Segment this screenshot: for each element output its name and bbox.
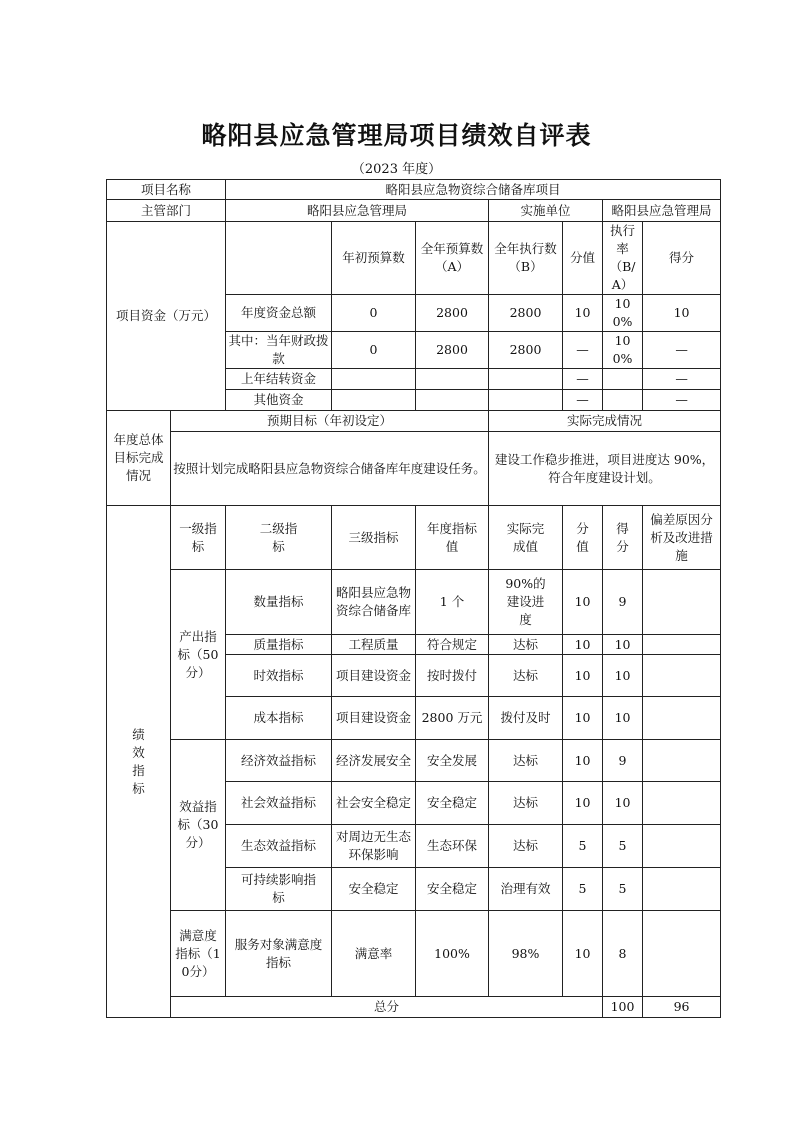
row-target: 符合规定 xyxy=(416,635,489,655)
group-satisfaction-label: 满意度指标（10分） xyxy=(171,911,226,997)
row-actual: 达标 xyxy=(489,825,563,868)
funds-row-annual xyxy=(416,390,489,411)
row-reason xyxy=(643,570,721,635)
perf-header-l3: 三级指标 xyxy=(332,506,416,570)
row-l2: 经济效益指标 xyxy=(226,740,332,782)
funds-row-score-value: — xyxy=(563,369,603,390)
funds-row-score-value: 10 xyxy=(563,295,603,332)
funds-row-initial: 0 xyxy=(332,332,416,369)
row-l3: 项目建设资金 xyxy=(332,655,416,697)
funds-row-executed: 2800 xyxy=(489,332,563,369)
row-score: 10 xyxy=(603,635,643,655)
funds-row-score-value: — xyxy=(563,332,603,369)
perf-header-score-value: 分值 xyxy=(563,506,603,570)
goals-actual-text: 建设工作稳步推进，项目进度达 90%，符合年度建设计划。 xyxy=(489,432,721,506)
total-score: 96 xyxy=(643,997,721,1018)
funds-row-annual: 2800 xyxy=(416,295,489,332)
row-l3: 安全稳定 xyxy=(332,868,416,911)
funds-row-name: 其他资金 xyxy=(226,390,332,411)
row-score: 8 xyxy=(603,911,643,997)
row-actual: 达标 xyxy=(489,655,563,697)
funds-row-initial xyxy=(332,369,416,390)
funds-row-score: — xyxy=(643,369,721,390)
row-l3: 社会安全稳定 xyxy=(332,782,416,825)
row-score-value: 10 xyxy=(563,655,603,697)
perf-header-actual: 实际完成值 xyxy=(489,506,563,570)
funds-header-score-value: 分值 xyxy=(563,222,603,295)
row-actual: 达标 xyxy=(489,635,563,655)
row-score-value: 10 xyxy=(563,782,603,825)
perf-header-l2: 二级指标 xyxy=(226,506,332,570)
project-name: 略阳县应急物资综合储备库项目 xyxy=(226,180,721,200)
row-score: 10 xyxy=(603,697,643,740)
row-score-value: 10 xyxy=(563,697,603,740)
row-l2: 服务对象满意度指标 xyxy=(226,911,332,997)
funds-row-rate: 100% xyxy=(603,332,643,369)
row-target: 安全稳定 xyxy=(416,782,489,825)
project-name-label: 项目名称 xyxy=(107,180,226,200)
year-label: （2023 年度） xyxy=(351,162,442,177)
row-l3: 对周边无生态环保影响 xyxy=(332,825,416,868)
impl-value: 略阳县应急管理局 xyxy=(603,200,721,222)
row-score-value: 10 xyxy=(563,570,603,635)
row-target: 2800 万元 xyxy=(416,697,489,740)
row-score: 9 xyxy=(603,740,643,782)
table-row xyxy=(107,506,721,570)
row-l3: 经济发展安全 xyxy=(332,740,416,782)
row-score: 5 xyxy=(603,825,643,868)
row-reason xyxy=(643,635,721,655)
row-reason xyxy=(643,655,721,697)
row-l2: 数量指标 xyxy=(226,570,332,635)
funds-corner-cell xyxy=(226,222,332,295)
funds-row-score: — xyxy=(643,332,721,369)
row-l2: 时效指标 xyxy=(226,655,332,697)
row-target: 生态环保 xyxy=(416,825,489,868)
group-benefit-label: 效益指标（30分） xyxy=(171,740,226,911)
row-score: 9 xyxy=(603,570,643,635)
table-row xyxy=(107,411,721,432)
funds-row-score: 10 xyxy=(643,295,721,332)
funds-row-name: 上年结转资金 xyxy=(226,369,332,390)
total-label: 总分 xyxy=(171,997,603,1018)
table-row xyxy=(107,180,721,200)
funds-row-executed xyxy=(489,369,563,390)
row-l2: 质量指标 xyxy=(226,635,332,655)
funds-row-rate xyxy=(603,390,643,411)
funds-row-name: 年度资金总额 xyxy=(226,295,332,332)
row-reason xyxy=(643,740,721,782)
row-reason xyxy=(643,697,721,740)
perf-header-target: 年度指标值 xyxy=(416,506,489,570)
funds-row-rate: 100% xyxy=(603,295,643,332)
impl-label: 实施单位 xyxy=(489,200,603,222)
funds-header-initial: 年初预算数 xyxy=(332,222,416,295)
row-reason xyxy=(643,868,721,911)
row-target: 安全发展 xyxy=(416,740,489,782)
row-actual: 90%的建设进度 xyxy=(489,570,563,635)
row-l3: 工程质量 xyxy=(332,635,416,655)
row-target: 1 个 xyxy=(416,570,489,635)
row-reason xyxy=(643,911,721,997)
row-score: 5 xyxy=(603,868,643,911)
goals-expected-text: 按照计划完成略阳县应急物资综合储备库年度建设任务。 xyxy=(171,432,489,506)
table-row xyxy=(107,740,721,782)
row-score: 10 xyxy=(603,782,643,825)
funds-row-executed xyxy=(489,390,563,411)
perf-header-l1: 一级指标 xyxy=(171,506,226,570)
row-l2: 成本指标 xyxy=(226,697,332,740)
funds-header-score: 得分 xyxy=(643,222,721,295)
perf-header-score: 得分 xyxy=(603,506,643,570)
perf-header-reason: 偏差原因分析及改进措施 xyxy=(643,506,721,570)
page-title: 略阳县应急管理局项目绩效自评表 xyxy=(201,121,592,150)
funds-row-score: — xyxy=(643,390,721,411)
funds-row-annual xyxy=(416,369,489,390)
dept-value: 略阳县应急管理局 xyxy=(226,200,489,222)
row-score-value: 10 xyxy=(563,635,603,655)
row-actual: 达标 xyxy=(489,740,563,782)
funds-header-rate: 执行率（B/A） xyxy=(603,222,643,295)
total-score-value: 100 xyxy=(603,997,643,1018)
funds-row-initial: 0 xyxy=(332,295,416,332)
perf-label: 绩效指标 xyxy=(107,506,171,1018)
row-l2: 可持续影响指标 xyxy=(226,868,332,911)
funds-row-initial xyxy=(332,390,416,411)
funds-label: 项目资金（万元） xyxy=(107,222,226,411)
row-l3: 略阳县应急物资综合储备库 xyxy=(332,570,416,635)
evaluation-table xyxy=(106,179,721,1018)
row-score-value: 5 xyxy=(563,825,603,868)
table-row xyxy=(107,570,721,635)
funds-header-executed: 全年执行数（B） xyxy=(489,222,563,295)
row-target: 按时拨付 xyxy=(416,655,489,697)
row-l3: 满意率 xyxy=(332,911,416,997)
row-l2: 社会效益指标 xyxy=(226,782,332,825)
table-row xyxy=(107,911,721,997)
table-row xyxy=(107,222,721,295)
funds-row-rate xyxy=(603,369,643,390)
funds-row-annual: 2800 xyxy=(416,332,489,369)
goals-label: 年度总体目标完成情况 xyxy=(107,411,171,506)
goals-expected-label: 预期目标（年初设定） xyxy=(171,411,489,432)
row-l3: 项目建设资金 xyxy=(332,697,416,740)
row-reason xyxy=(643,825,721,868)
goals-actual-label: 实际完成情况 xyxy=(489,411,721,432)
row-score: 10 xyxy=(603,655,643,697)
row-actual: 达标 xyxy=(489,782,563,825)
funds-header-annual: 全年预算数（A） xyxy=(416,222,489,295)
table-row xyxy=(107,997,721,1018)
table-row xyxy=(107,200,721,222)
row-score-value: 10 xyxy=(563,911,603,997)
row-actual: 治理有效 xyxy=(489,868,563,911)
funds-row-score-value: — xyxy=(563,390,603,411)
row-target: 安全稳定 xyxy=(416,868,489,911)
funds-row-executed: 2800 xyxy=(489,295,563,332)
row-actual: 98% xyxy=(489,911,563,997)
row-l2: 生态效益指标 xyxy=(226,825,332,868)
row-score-value: 10 xyxy=(563,740,603,782)
row-actual: 拨付及时 xyxy=(489,697,563,740)
table-row xyxy=(107,432,721,506)
dept-label: 主管部门 xyxy=(107,200,226,222)
row-reason xyxy=(643,782,721,825)
funds-row-name: 其中：当年财政拨款 xyxy=(226,332,332,369)
row-score-value: 5 xyxy=(563,868,603,911)
group-output-label: 产出指标（50分） xyxy=(171,570,226,740)
row-target: 100% xyxy=(416,911,489,997)
